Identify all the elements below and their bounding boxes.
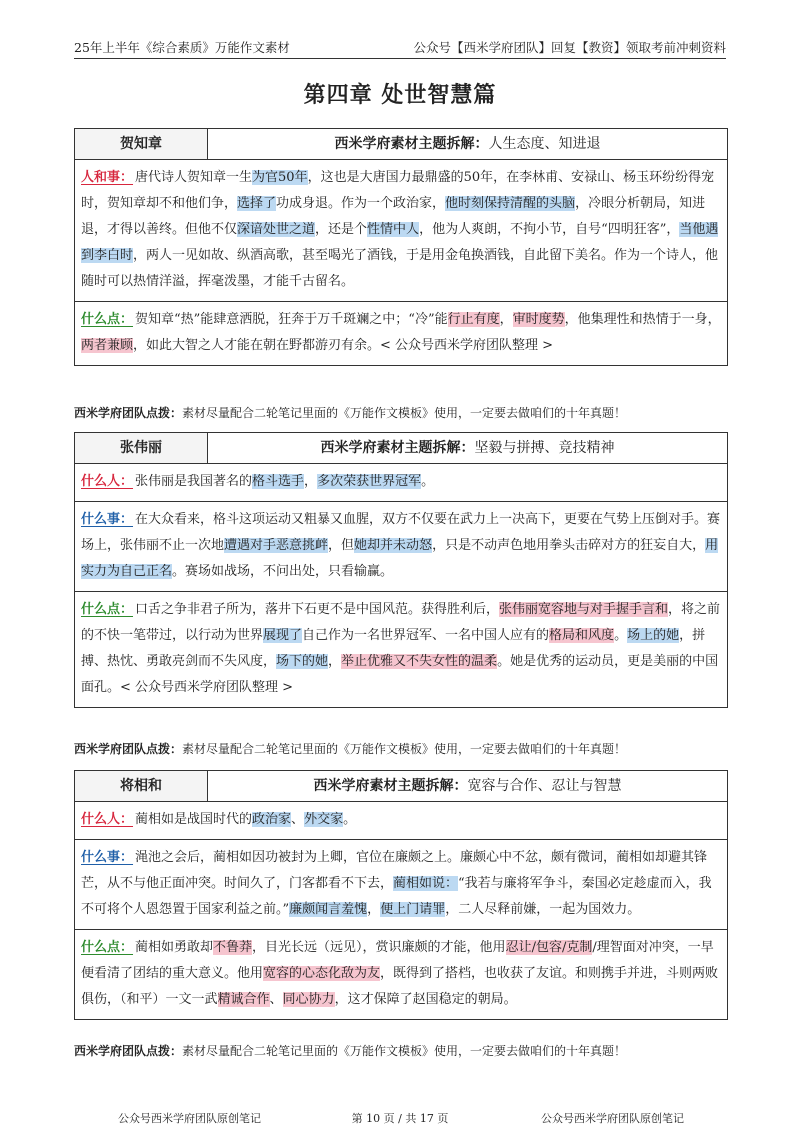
section-label: 什么人： — [81, 474, 134, 489]
highlight-blue: 选择了 — [237, 196, 277, 211]
highlight-blue: 深谙处世之道 — [237, 222, 316, 237]
block-header — [75, 771, 727, 802]
body-text: 张伟丽是我国著名的 — [135, 474, 253, 489]
body-text: ，但 — [328, 538, 355, 553]
highlight-blue: 场下的她 — [276, 654, 329, 669]
body-text: 。赛场如战场，不问出处，只看输赢。 — [172, 564, 394, 579]
section-label: 什么点： — [81, 312, 134, 327]
body-text: ，二人尽释前嫌，一起为国效力。 — [445, 902, 641, 917]
highlight-pink: 格局和风度 — [549, 628, 615, 643]
body-text: ，拼搏、热忱、勇敢亮剑而不失风度， — [81, 628, 706, 669]
content-section — [75, 802, 727, 840]
tip-text: 素材尽量配合二轮笔记里面的《万能作文模板》使用，一定要去做咱们的十年真题！ — [182, 406, 627, 420]
body-text: ，他为人爽朗，不拘小节，自号“四明狂客”， — [419, 222, 680, 237]
body-text: ，如此大智之人才能在朝在野都游刃有余。< 公众号西米学府团队整理 > — [133, 338, 554, 353]
body-text: ， — [499, 312, 513, 327]
theme-value: 坚毅与拼搏、竞技精神 — [474, 440, 615, 456]
theme-label: 西米学府素材主题拆解： — [334, 136, 489, 152]
highlight-pink: 忍让/包容/克制 — [505, 940, 593, 955]
body-text: ，这才保障了赵国稳定的朝局。 — [334, 992, 517, 1007]
block-header — [75, 433, 727, 464]
section-label: 什么事： — [81, 512, 134, 527]
body-text: ，他集理性和热情于一身， — [564, 312, 721, 327]
body-text: 贺知章“热”能肆意洒脱，狂奔于万千斑斓之中；“冷”能 — [135, 312, 448, 327]
footer-right: 公众号西米学府团队原创笔记 — [541, 1112, 684, 1125]
highlight-blue: 廉颇闻言羞愧 — [289, 902, 368, 917]
body-text: ， — [367, 902, 381, 917]
body-text: ，既得到了搭档，也收获了友谊。和则携手并进，斗则两败俱伤，（和平）一文一武 — [81, 966, 719, 1007]
body-text: ，目光长远（远见），赏识廉颇的才能，他用 — [252, 940, 506, 955]
material-block-zhangweili — [74, 432, 728, 708]
body-text: 渑池之会后，蔺相如因功被封为上卿，官位在廉颇之上。廉颇心中不忿，颇有微词，蔺相如却避其锋芒，从不与他正面冲突。时间久了，门客都看不下去， — [81, 850, 708, 891]
content-section — [75, 930, 727, 1019]
body-text: 。 — [614, 628, 628, 643]
content-section — [75, 840, 727, 930]
material-block-hezhizhang — [74, 128, 728, 366]
content-section — [75, 160, 727, 302]
body-text: 。 — [421, 474, 435, 489]
section-label: 什么事： — [81, 850, 134, 865]
content-section — [75, 502, 727, 592]
content-section — [75, 592, 727, 707]
highlight-blue: 展现了 — [263, 628, 303, 643]
body-text: ，只是不动声色地用拳头击碎对方的狂妄自大， — [432, 538, 706, 553]
tip-line — [74, 740, 626, 757]
chapter-title: 第四章 处世智慧篇 — [303, 82, 497, 108]
tip-line — [74, 1042, 626, 1059]
theme-value: 宽容与合作、忍让与智慧 — [467, 778, 622, 794]
theme-value: 人生态度、知进退 — [488, 136, 601, 152]
highlight-pink: 同心协力 — [282, 992, 335, 1007]
body-text: 口舌之争非君子所为，落井下石更不是中国风范。获得胜利后， — [135, 602, 500, 617]
person-name: 贺知章 — [75, 129, 208, 159]
content-section — [75, 464, 727, 502]
highlight-blue: 当他遇到李白时 — [81, 222, 719, 263]
body-text: ，两人一见如故、纵酒高歌，甚至喝光了酒钱，于是用金龟换酒钱，自此留下美名。作为一个诗人，他随时可以热情洋溢，挥毫泼墨，才能千古留名。 — [81, 248, 719, 289]
section-label: 什么点： — [81, 940, 134, 955]
person-name: 将相和 — [75, 771, 208, 801]
highlight-blue: 格斗选手 — [252, 474, 305, 489]
body-text: ， — [328, 654, 342, 669]
body-text: ， — [304, 474, 318, 489]
highlight-pink: 宽容的心态化敌为友 — [263, 966, 381, 981]
highlight-pink: 两者兼顾 — [81, 338, 134, 353]
highlight-blue: 为官50年 — [252, 170, 308, 185]
highlight-blue: 便上门请罪 — [380, 902, 446, 917]
highlight-blue: 他时刻保持清醒的头脑 — [445, 196, 576, 211]
person-name: 张伟丽 — [75, 433, 208, 463]
body-text: 蔺相如勇敢却 — [135, 940, 214, 955]
highlight-blue: 外交家 — [304, 812, 344, 827]
tip-label: 西米学府团队点拨： — [74, 742, 183, 756]
header-left-text: 25年上半年《综合素质》万能作文素材 — [74, 40, 290, 55]
tip-text: 素材尽量配合二轮笔记里面的《万能作文模板》使用，一定要去做咱们的十年真题！ — [182, 742, 627, 756]
body-text: /理智面对冲突，一早便看清了团结的重大意义。他用 — [81, 940, 714, 981]
footer-left: 公众号西米学府团队原创笔记 — [118, 1112, 261, 1125]
body-text: “我若与廉将军争斗，秦国必定趁虚而入，我不可将个人恩怨置于国家利益之前。” — [81, 876, 712, 917]
body-text: 。她是优秀的运动员，更是美丽的中国面孔。< 公众号西米学府团队整理 > — [81, 654, 719, 695]
theme-cell — [208, 771, 727, 801]
body-text: 自己作为一名世界冠军、一名中国人应有的 — [302, 628, 550, 643]
highlight-blue: 遭遇对手恶意挑衅 — [224, 538, 329, 553]
body-text: 在大众看来，格斗这项运动又粗暴又血腥，双方不仅要在武力上一决高下，更要在气势上压倒对手。赛场上，张伟丽不止一次地 — [81, 512, 721, 553]
highlight-pink: 精诚合作 — [217, 992, 270, 1007]
header-right-text: 公众号【西米学府团队】回复【教资】领取考前冲刺资料 — [413, 40, 726, 55]
tip-label: 西米学府团队点拨： — [74, 1044, 183, 1058]
block-header — [75, 129, 727, 160]
theme-label: 西米学府素材主题拆解： — [320, 440, 475, 456]
tip-line — [74, 404, 626, 421]
highlight-blue: 政治家 — [252, 812, 292, 827]
section-label: 什么点： — [81, 602, 134, 617]
body-text: 唐代诗人贺知章一生 — [135, 170, 253, 185]
highlight-pink: 张伟丽宽容地与对手握手言和 — [499, 602, 669, 617]
material-block-jiangxianghe — [74, 770, 728, 1020]
body-text: 。 — [343, 812, 357, 827]
body-text: ，冷眼分析朝局，知进退，才得以善终。但他不仅 — [81, 196, 706, 237]
body-text: ，这也是大唐国力最鼎盛的50年，在李林甫、安禄山、杨玉环纷纷得宠时，贺知章却不和他们争， — [81, 170, 715, 211]
highlight-blue: 用实力为自己正名 — [81, 538, 719, 579]
section-label: 人和事： — [81, 170, 134, 185]
body-text: 、 — [269, 992, 283, 1007]
body-text: 、 — [291, 812, 305, 827]
highlight-blue: 蔺相如说： — [393, 876, 459, 891]
highlight-blue: 性情中人 — [367, 222, 420, 237]
theme-label: 西米学府素材主题拆解： — [313, 778, 468, 794]
highlight-blue: 场上的她 — [627, 628, 680, 643]
highlight-blue: 她却并未动怒 — [354, 538, 433, 553]
highlight-pink: 行止有度 — [447, 312, 500, 327]
highlight-pink: 审时度势 — [512, 312, 565, 327]
body-text: ，还是个 — [315, 222, 368, 237]
body-text: ，将之前的不快一笔带过，以行动为世界 — [81, 602, 721, 643]
page-header — [74, 34, 726, 59]
theme-cell — [208, 129, 727, 159]
footer-page-number: 第 10 页 / 共 17 页 — [351, 1112, 449, 1125]
highlight-blue: 多次荣获世界冠军 — [317, 474, 422, 489]
tip-label: 西米学府团队点拨： — [74, 406, 183, 420]
section-label: 什么人： — [81, 812, 134, 827]
body-text: 蔺相如是战国时代的 — [135, 812, 253, 827]
theme-cell — [208, 433, 727, 463]
content-section — [75, 302, 727, 365]
body-text: 功成身退。作为一个政治家， — [276, 196, 446, 211]
highlight-pink: 不鲁莽 — [213, 940, 253, 955]
tip-text: 素材尽量配合二轮笔记里面的《万能作文模板》使用，一定要去做咱们的十年真题！ — [182, 1044, 627, 1058]
highlight-pink: 举止优雅又不失女性的温柔 — [341, 654, 498, 669]
